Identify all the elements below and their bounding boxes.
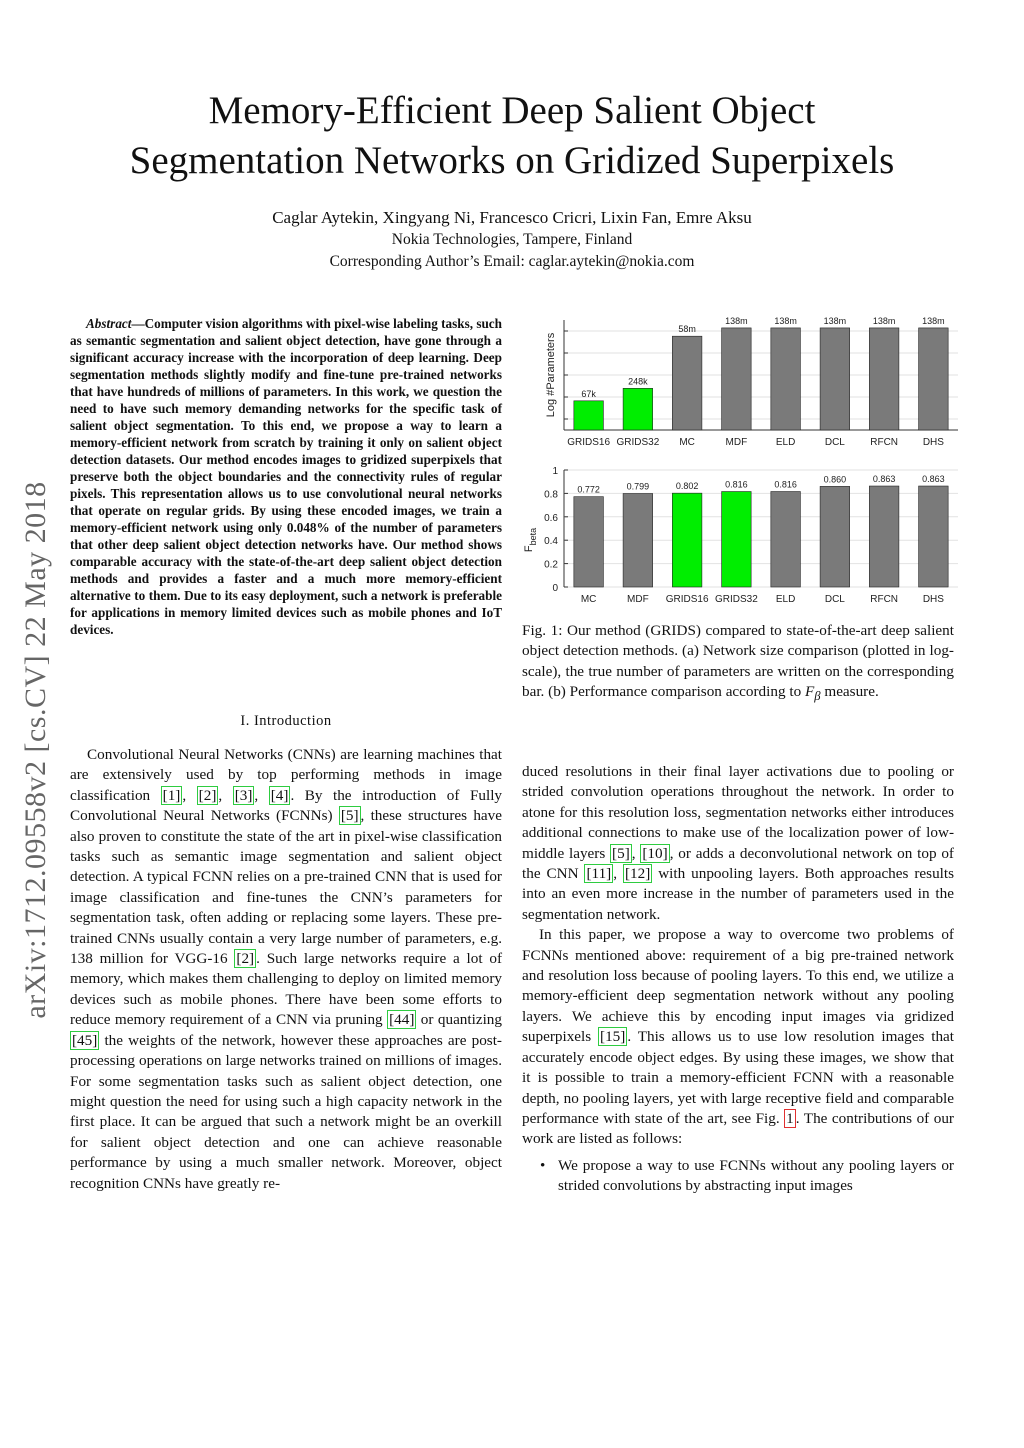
y-axis-label: Log #Parameters [545,332,557,418]
bar [672,493,702,587]
data-label: 67k [581,388,596,399]
category-label: MDF [725,437,748,448]
citation-link[interactable]: [15] [600,1028,626,1046]
category-label: DCL [824,437,845,448]
y-axis-label-main: F [523,545,535,553]
category-label: GRIDS16 [665,594,709,605]
figure-link[interactable]: 1 [786,1109,794,1127]
bar [771,492,801,587]
category-label: MC [679,437,695,448]
bullet-dot: • [540,1156,546,1174]
citation-link[interactable]: [4] [270,786,289,804]
y-tick-label: 0 [552,583,558,594]
chart-network-size [545,316,958,448]
bar [820,486,850,587]
arxiv-stamp [8,420,64,1080]
citation-link[interactable]: [5] [612,844,630,862]
citation-link[interactable]: [3] [234,786,253,804]
y-tick-label: 0.8 [544,489,558,501]
title-line-2: Segmentation Networks on Gridized Superpixels [129,139,895,182]
y-axis-label-sub: beta [528,527,538,546]
chart-performance [523,466,958,605]
category-label: GRIDS32 [616,437,660,448]
data-label: 248k [628,376,648,387]
data-label: 138m [774,315,797,326]
abstract-label: Abstract [86,316,132,331]
contribution-bullet: • We propose a way to use FCNNs without any pooling layers or strided convolutions by abstracting input images [540,1156,954,1195]
bar [919,486,949,587]
category-label: DHS [922,437,944,448]
category-label: RFCN [870,437,899,448]
data-label: 0.802 [675,481,699,492]
data-label: 138m [872,315,896,326]
y-tick-label: 0.4 [544,536,558,548]
category-label: DCL [824,594,845,605]
bar [574,401,604,430]
abstract [70,315,502,638]
category-label: GRIDS32 [714,594,758,605]
data-label: 0.772 [577,484,600,495]
y-tick-label: 0.2 [544,559,558,571]
intro-right-column [522,762,954,1197]
data-label: 138m [922,315,945,326]
bar [623,388,653,430]
citation-link[interactable]: [2] [198,786,217,804]
intro-paragraph: Convolutional Neural Networks (CNNs) are learning machines that are extensively used by top performing methods in image classification [1] , [2] , [3] , [4] . By the introduction of Fully Convolutional Neural Networks (FCNNs) [5] , these structures have also proven to constitute the state of the art in pixel-wise classification tasks such as semantic image segmentation and salient object detection. A typical FCNN relies on a pre-trained CNN that is used for image classification and fine-tunes the CNN’s parameters for segmentation task, often adding or replacing some layers. These pre-trained CNNs usually contain a very large number of parameters, e.g. 138 million for VGG-16 [2] . Such large networks require a lot of memory, which makes them challenging to deploy on limited memory devices such as mobile phones. There have been some efforts to reduce memory requirement of a CNN via pruning [44] or quantizing [45] the weights of the network, however these approaches are post-processing operations on large networks trained on millions of images. For some segmentation tasks such as salient object detection, one might question the need for using such a high capacity network in the first place. It can be argued that such a network might be an overkill for salient object detection and one can achieve reasonable performance by using a much smaller network. Moreover, object recognition CNNs have greatly re- [70,746,503,1192]
citation-link[interactable]: [45] [72,1031,98,1049]
citation-link[interactable]: [2] [236,950,255,968]
figure-1 [522,312,962,612]
bar [820,328,850,430]
affiliation: Nokia Technologies, Tampere, Finland [391,231,633,248]
data-label: 138m [823,315,847,326]
citation-link[interactable]: [44] [389,1011,415,1029]
intro-paragraph: duced resolutions in their final layer activations due to pooling or strided convolution operations throughout the network. In order to atone for this resolution loss, segmentation networks either introduces additional connections to make use of the localization power of low-middle layers [5] , [10] , or adds a deconvolutional network on top of the CNN [11] , [12] with unpooling layers. Both approaches results into an even more increase in the number of parameters used in the segmentation network. [522,763,955,923]
title-line-1: Memory-Efficient Deep Salient Object [208,89,816,132]
bar [722,328,752,430]
section-heading: I. Introduction [240,713,332,729]
bar [869,486,899,587]
data-label: 0.863 [922,474,945,485]
data-label: 0.863 [872,474,896,485]
category-label: ELD [775,437,796,448]
y-tick-label: 1 [552,466,558,477]
data-label: 0.816 [725,479,748,490]
category-label: DHS [922,594,944,605]
bar [919,328,949,430]
authors: Caglar Aytekin, Xingyang Ni, Francesco Cricri, Lixin Fan, Emre Aksu [272,208,752,227]
category-label: ELD [775,594,796,605]
category-label: MDF [627,594,649,605]
category-label: MC [580,594,597,605]
f-beta-symbol: F [804,683,815,701]
intro-paragraph: In this paper, we propose a way to overcome two problems of FCNNs mentioned above: requirement of a big pre-trained network and resolution loss because of pooling layers. To this end, we utilize a memory-efficient deep segmentation network without any pooling layers. We achieve this by encoding input images via gridized superpixels [15] . This allows us to use low resolution images that accurately encode object edges. By using these images, we show that it is possible to train a memory-efficient FCNN with a reasonable depth, no pooling layers, yet with large receptive field and comparable performance with state of the art, see Fig. 1 . The contributions of our work are listed as follows: [522,926,954,1148]
category-label: RFCN [870,594,899,605]
data-label: 58m [678,324,696,335]
y-axis-label [523,528,538,552]
bar [672,336,702,430]
intro-left-column [70,745,502,1194]
citation-link[interactable]: [5] [340,807,359,825]
citation-link[interactable]: [1] [162,786,181,804]
category-label: GRIDS16 [567,437,611,448]
bar [722,492,752,587]
citation-link[interactable]: [12] [624,865,651,883]
data-label: 0.799 [626,481,650,492]
abstract-text: —Computer vision algorithms with pixel-wise labeling tasks, such as semantic segmentation and salient object detection, have gone through a significant accuracy increase with the incorporation of deep learning. Deep segmentation methods slightly modify and fine-tune pre-trained networks that have hundreds of millions of parameters. In this work, we question the need to have such memory demanding networks for the specific task of salient object segmentation. To this end, we propose a way to learn a memory-efficient network from scratch by training it only on salient object detection datasets. Our method encodes images to gridized superpixels that preserve both the object boundaries and the connectivity rules of regular pixels. This representation allows us to use convolutional neural networks that operate on regular grids. By using these encoded images, we train a memory-efficient network using only 0.048% of the number of parameters that other deep salient object detection networks have. Our method shows comparable accuracy with the state-of-the-art deep salient object detection methods and provides a faster and a much more memory-efficient alternative to them. Due to its easy deployment, such a network is preferable for applications in memory limited devices such as mobile phones and IoT devices. [70,316,502,637]
bar [623,494,653,587]
bar [771,328,801,430]
bar [574,497,604,587]
corresponding-email: Corresponding Author’s Email: caglar.aytekin@nokia.com [329,253,695,270]
data-label: 0.860 [823,474,847,485]
figure-caption: Fig. 1: Our method (GRIDS) compared to state-of-the-art deep salient object detection methods. (a) Network size comparison (plotted in log-scale), the true number of parameters are written on the corresponding bar. (b) Performance comparison according to $F_\beta$ measure. [522,622,954,704]
citation-link[interactable]: [11] [586,865,612,883]
data-label: 0.816 [774,479,797,490]
bar [869,328,899,430]
data-label: 138m [725,315,748,326]
y-tick-label: 0.6 [544,512,558,524]
arxiv-id: arXiv:1712.09558v2 [cs.CV] 22 May 2018 [19,481,52,1019]
paper-title [60,86,964,186]
citation-link[interactable]: [10] [642,844,668,862]
